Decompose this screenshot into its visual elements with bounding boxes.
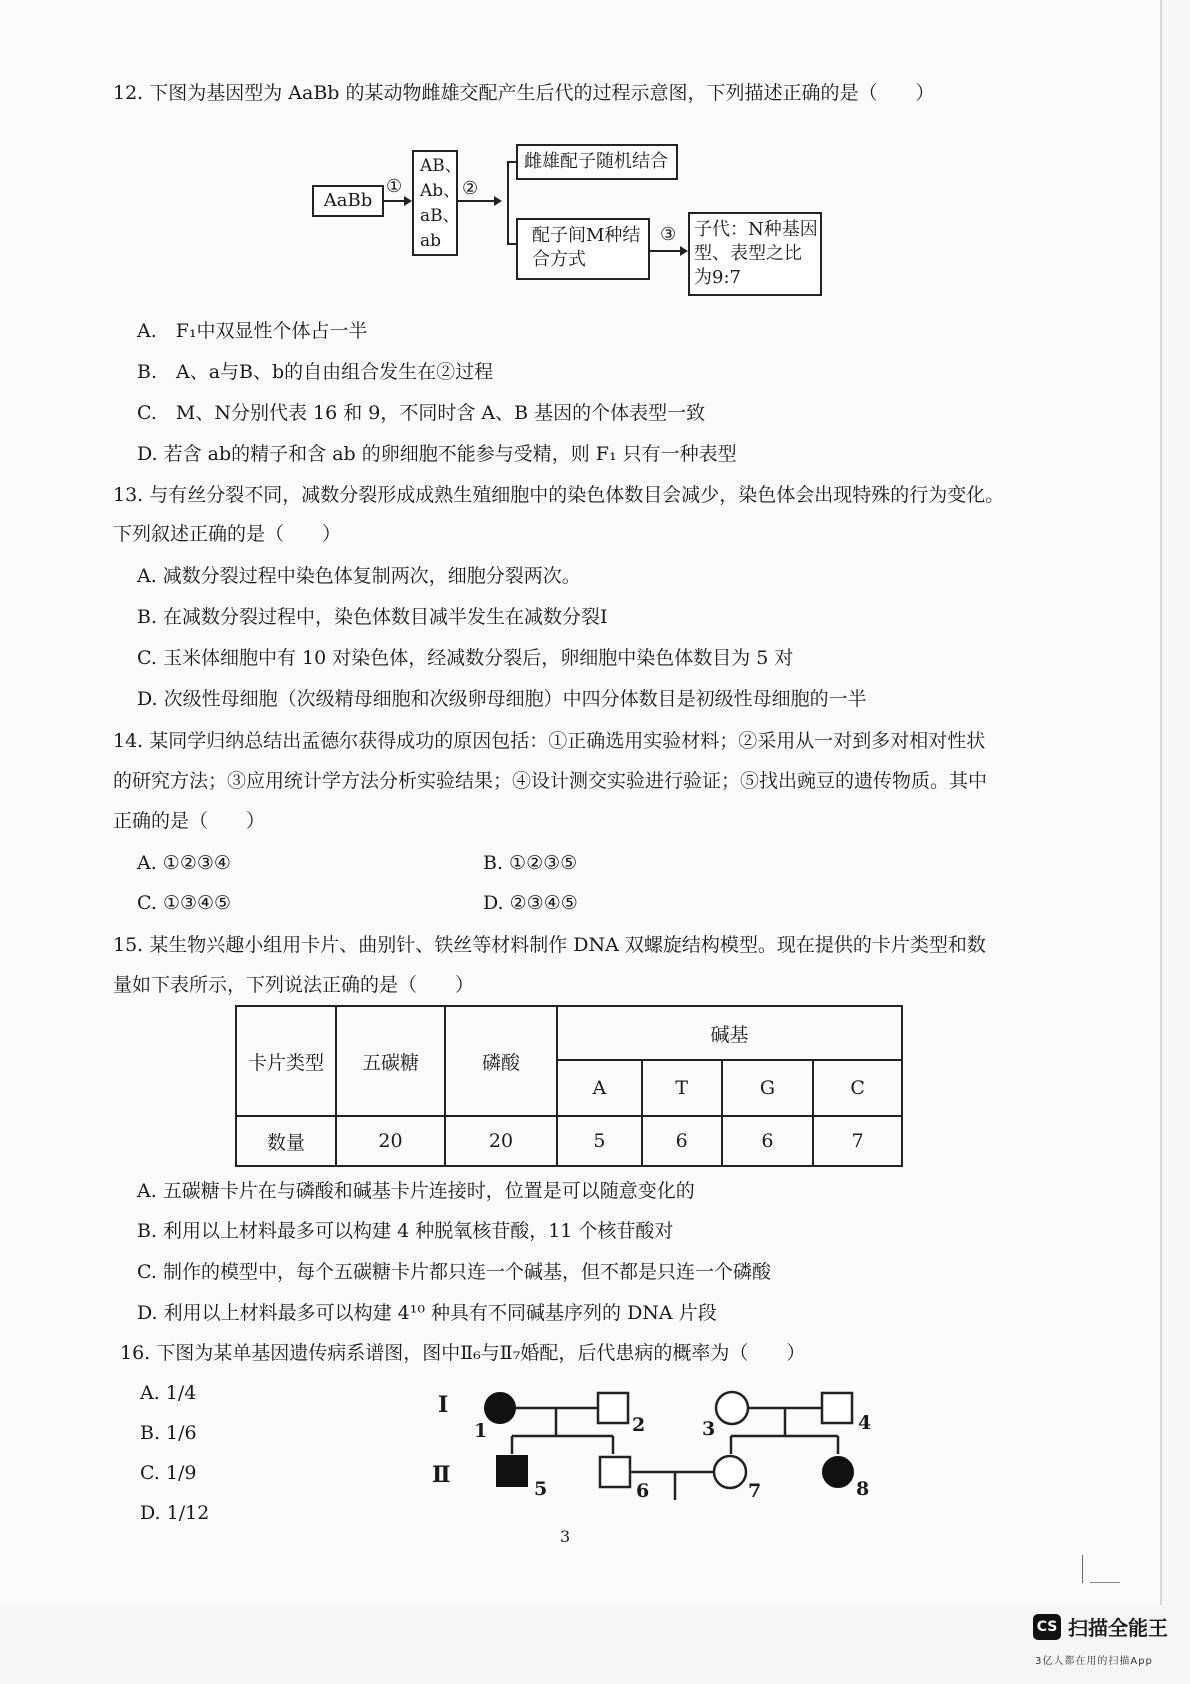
q15-option-c: C. 制作的模型中，每个五碳糖卡片都只连一个碱基，但不都是只连一个磷酸	[137, 1261, 771, 1283]
q16-option-d: D. 1/12	[140, 1502, 210, 1524]
generation-1-label: I	[438, 1392, 449, 1418]
individual-8-affected-female	[823, 1457, 853, 1487]
q14-stem-line2: 的研究方法；③应用统计学方法分析实验结果；④设计测交实验进行验证；⑤找出豌豆的遗传物质。其中	[113, 770, 988, 792]
individual-5-affected-male	[497, 1456, 527, 1486]
parent-genotype-box: AaBb	[312, 185, 384, 217]
random-fusion-box: 雌雄配子随机结合	[516, 144, 678, 180]
q16-option-b: B. 1/6	[140, 1422, 197, 1444]
cell-t-count: 6	[642, 1116, 722, 1166]
camscanner-brand: 扫描全能王	[1068, 1616, 1168, 1640]
q15-option-a: A. 五碳糖卡片在与磷酸和碱基卡片连接时，位置是可以随意变化的	[137, 1180, 695, 1202]
label-6: 6	[636, 1480, 650, 1502]
pedigree-lines	[0, 1380, 1160, 1520]
label-7: 7	[748, 1480, 762, 1502]
q13-option-d: D. 次级性母细胞（次级精母细胞和次级卵母细胞）中四分体数目是初级性母细胞的一半	[137, 688, 867, 710]
label-5: 5	[534, 1478, 548, 1500]
cell-g-count: 6	[722, 1116, 814, 1166]
camscanner-tagline: 3亿人都在用的扫描App	[1035, 1656, 1153, 1667]
scan-edge-mark	[1082, 1555, 1083, 1583]
individual-3-female	[716, 1392, 748, 1424]
q14-stem-line1: 14. 某同学归纳总结出孟德尔获得成功的原因包括：①正确选用实验材料；②采用从一对到多对相对性状	[113, 730, 986, 752]
q13-stem-line2: 下列叙述正确的是（ ）	[113, 523, 342, 545]
step1-label: ①	[386, 176, 403, 197]
gamete-ab-mixed: Ab、	[420, 181, 461, 201]
header-phosphate: 磷酸	[445, 1006, 557, 1116]
header-base-t: T	[642, 1060, 722, 1116]
label-2: 2	[632, 1414, 646, 1436]
header-base: 碱基	[557, 1006, 902, 1060]
label-4: 4	[858, 1412, 872, 1434]
q14-option-d: D. ②③④⑤	[483, 892, 578, 914]
q15-option-d: D. 利用以上材料最多可以构建 4¹⁰ 种具有不同碱基序列的 DNA 片段	[137, 1302, 717, 1324]
q13-option-a: A. 减数分裂过程中染色体复制两次，细胞分裂两次。	[137, 565, 581, 587]
header-card-type: 卡片类型	[236, 1006, 336, 1116]
individual-6-male	[600, 1457, 630, 1487]
label-8: 8	[856, 1478, 870, 1500]
combination-line1: 配子间M种结	[532, 225, 641, 246]
q14-option-c: C. ①③④⑤	[137, 892, 232, 914]
row-label-quantity: 数量	[236, 1116, 336, 1166]
step2-label: ②	[462, 178, 479, 199]
q15-stem-line2: 量如下表所示，下列说法正确的是（ ）	[113, 974, 475, 996]
q12-stem: 12. 下图为基因型为 AaBb 的某动物雌雄交配产生后代的过程示意图，下列描述正确的是（ ）	[113, 82, 935, 104]
q14-stem-line3: 正确的是（ ）	[113, 810, 266, 832]
offspring-line3: 为9:7	[694, 267, 741, 288]
q14-option-b: B. ①②③⑤	[483, 852, 578, 874]
q12-option-b: B. A、a与B、b的自由组合发生在②过程	[137, 361, 494, 383]
gamete-ab-lower-upper: aB、	[420, 206, 460, 226]
card-table	[235, 1005, 903, 1167]
q12-option-a: A. F₁中双显性个体占一半	[137, 320, 368, 342]
gamete-ab-lower: ab	[420, 231, 442, 251]
q13-option-c: C. 玉米体细胞中有 10 对染色体，经减数分裂后，卵细胞中染色体数目为 5 对	[137, 647, 794, 669]
q14-option-a: A. ①②③④	[137, 852, 231, 874]
label-3: 3	[702, 1418, 716, 1440]
combination-line2: 合方式	[532, 249, 586, 270]
scan-edge-mark-2	[1090, 1582, 1120, 1583]
q13-option-b: B. 在减数分裂过程中，染色体数目减半发生在减数分裂I	[137, 606, 608, 628]
cell-sugar-count: 20	[336, 1116, 445, 1166]
header-five-carbon-sugar: 五碳糖	[336, 1006, 445, 1116]
header-base-g: G	[722, 1060, 814, 1116]
camscanner-logo: CS	[1033, 1614, 1061, 1640]
q16-option-a: A. 1/4	[140, 1382, 197, 1404]
offspring-line2: 型、表型之比	[694, 243, 802, 264]
combination-box	[516, 218, 650, 280]
individual-1-affected-female	[485, 1393, 515, 1423]
individual-7-female	[714, 1456, 746, 1488]
gamete-ab-upper: AB、	[420, 156, 462, 176]
q12-option-d: D. 若含 ab的精子和含 ab 的卵细胞不能参与受精，则 F₁ 只有一种表型	[137, 443, 737, 465]
offspring-box	[688, 212, 822, 296]
q13-stem-line1: 13. 与有丝分裂不同，减数分裂形成成熟生殖细胞中的染色体数目会减少，染色体会出现特殊的行为变化。	[113, 484, 1005, 506]
page-number: 3	[560, 1527, 571, 1546]
cell-a-count: 5	[557, 1116, 642, 1166]
offspring-line1: 子代：N种基因	[694, 219, 818, 240]
label-1: 1	[474, 1420, 488, 1442]
q15-stem-line1: 15. 某生物兴趣小组用卡片、曲别针、铁丝等材料制作 DNA 双螺旋结构模型。现在提供的卡片类型和数	[113, 934, 986, 956]
q12-option-c: C. M、N分别代表 16 和 9，不同时含 A、B 基因的个体表型一致	[137, 402, 706, 424]
individual-2-male	[598, 1393, 628, 1423]
cell-c-count: 7	[813, 1116, 902, 1166]
generation-2-label: Ⅱ	[432, 1462, 451, 1488]
q16-option-c: C. 1/9	[140, 1462, 197, 1484]
cell-phosphate-count: 20	[445, 1116, 557, 1166]
gametes-box	[412, 150, 462, 256]
individual-4-male	[822, 1393, 852, 1423]
q15-option-b: B. 利用以上材料最多可以构建 4 种脱氧核苷酸，11 个核苷酸对	[137, 1220, 674, 1242]
q16-stem: 16. 下图为某单基因遗传病系谱图，图中Ⅱ₆与Ⅱ₇婚配，后代患病的概率为（ ）	[120, 1342, 806, 1364]
header-base-a: A	[557, 1060, 642, 1116]
header-base-c: C	[813, 1060, 902, 1116]
step3-label: ③	[660, 224, 677, 245]
